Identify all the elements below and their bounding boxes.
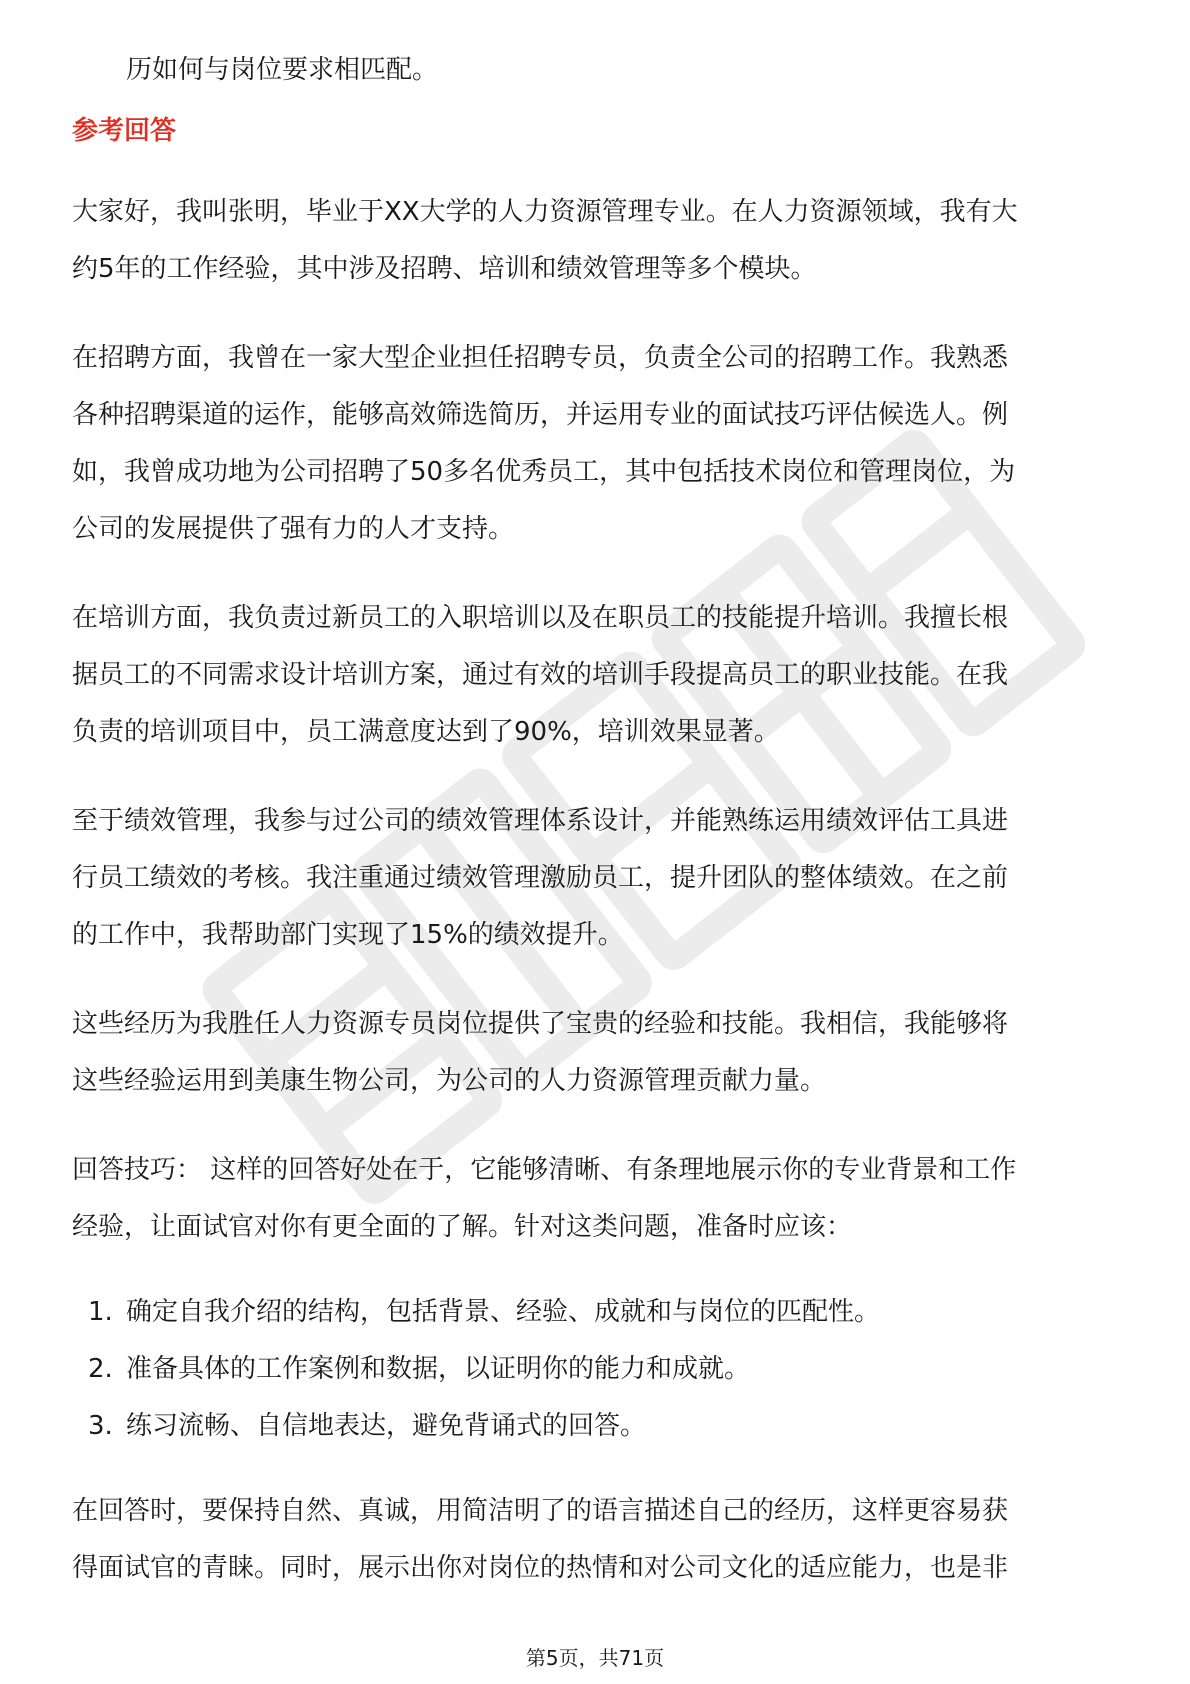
document-body	[72, 42, 1122, 1597]
paragraph-line: 的工作中，我帮助部门实现了15%的绩效提升。	[72, 920, 624, 950]
list-item-number: 3.	[88, 1411, 113, 1441]
list-item-text: 练习流畅、自信地表达，避免背诵式的回答。	[126, 1411, 647, 1441]
tips-list	[72, 1284, 1122, 1455]
paragraph	[72, 996, 1122, 1110]
list-item-number: 2.	[88, 1354, 113, 1384]
list-item	[72, 1341, 1122, 1398]
page-number: 第5页，共71页	[525, 1646, 665, 1670]
paragraph	[72, 1483, 1122, 1597]
paragraph-line: 在招聘方面，我曾在一家大型企业担任招聘专员，负责全公司的招聘工作。我熟悉	[72, 343, 1009, 373]
paragraph	[72, 590, 1122, 761]
paragraph-line: 这些经历为我胜任人力资源专员岗位提供了宝贵的经验和技能。我相信，我能够将	[72, 1009, 1009, 1039]
paragraph	[72, 330, 1122, 558]
list-item-number: 1.	[88, 1297, 113, 1327]
paragraph-line: 经验，让面试官对你有更全面的了解。针对这类问题，准备时应该：	[72, 1212, 853, 1242]
paragraph-line: 如，我曾成功地为公司招聘了50多名优秀员工，其中包括技术岗位和管理岗位，为	[72, 457, 1016, 487]
paragraph-line: 回答技巧： 这样的回答好处在于，它能够清晰、有条理地展示你的专业背景和工作	[72, 1155, 1017, 1185]
list-item-text: 确定自我介绍的结构，包括背景、经验、成就和与岗位的匹配性。	[126, 1297, 881, 1327]
intro-line: 历如何与岗位要求相匹配。	[126, 55, 439, 85]
list-item-text: 准备具体的工作案例和数据，以证明你的能力和成就。	[126, 1354, 751, 1384]
list-item	[72, 1398, 1122, 1455]
paragraph	[72, 184, 1122, 298]
paragraph-line: 至于绩效管理，我参与过公司的绩效管理体系设计，并能熟练运用绩效评估工具进	[72, 806, 1009, 836]
paragraph-line: 负责的培训项目中，员工满意度达到了90%，培训效果显著。	[72, 717, 780, 747]
paragraph-line: 行员工绩效的考核。我注重通过绩效管理激励员工，提升团队的整体绩效。在之前	[72, 863, 1009, 893]
paragraph-line: 大家好，我叫张明，毕业于XX大学的人力资源管理专业。在人力资源领域，我有大	[72, 197, 1018, 227]
paragraph-line: 各种招聘渠道的运作，能够高效筛选简历，并运用专业的面试技巧评估候选人。例	[72, 400, 1009, 430]
paragraph-line: 得面试官的青睐。同时，展示出你对岗位的热情和对公司文化的适应能力，也是非	[72, 1553, 1009, 1583]
paragraph-line: 在回答时，要保持自然、真诚，用简洁明了的语言描述自己的经历，这样更容易获	[72, 1496, 1009, 1526]
paragraph-line: 据员工的不同需求设计培训方案，通过有效的培训手段提高员工的职业技能。在我	[72, 660, 1009, 690]
paragraph-line: 公司的发展提供了强有力的人才支持。	[72, 514, 515, 544]
list-item	[72, 1284, 1122, 1341]
paragraph	[72, 793, 1122, 964]
paragraph-line: 在培训方面，我负责过新员工的入职培训以及在职员工的技能提升培训。我擅长根	[72, 603, 1009, 633]
section-heading: 参考回答	[72, 116, 177, 146]
paragraph-line: 约5年的工作经验，其中涉及招聘、培训和绩效管理等多个模块。	[72, 254, 817, 284]
paragraph	[72, 1142, 1122, 1256]
paragraph-line: 这些经验运用到美康生物公司，为公司的人力资源管理贡献力量。	[72, 1066, 827, 1096]
